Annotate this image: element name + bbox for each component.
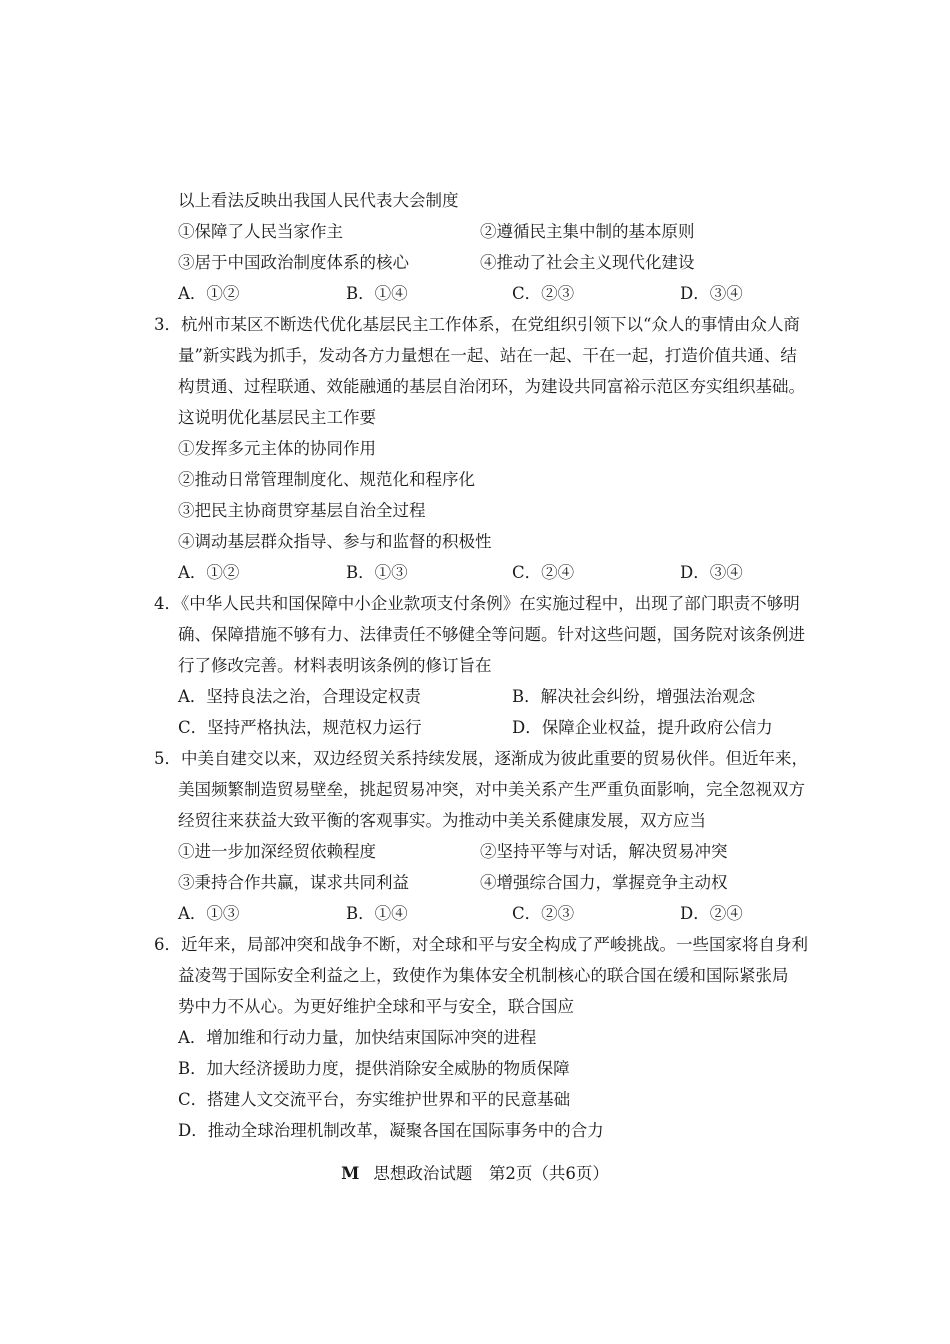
page-footer <box>0 1163 950 1185</box>
footer-mark: M <box>341 1164 360 1183</box>
footer-page-info: 思想政治试题 第2页（共6页） <box>373 1164 609 1183</box>
q2-item-2: ②遵循民主集中制的基本原则 <box>480 222 695 241</box>
q4-option-d: D．保障企业权益，提升政府公信力 <box>512 718 773 737</box>
q6-stem-line-3: 势中力不从心。为更好维护全球和平与安全，联合国应 <box>178 997 574 1016</box>
q2-item-3: ③居于中国政治制度体系的核心 <box>178 253 409 272</box>
q3-stem-line-1: 3．杭州市某区不断迭代优化基层民主工作体系，在党组织引领下以“众人的事情由众人商 <box>154 315 800 334</box>
q5-item-1: ①进一步加深经贸依赖程度 <box>178 842 376 861</box>
q5-option-b: B．①④ <box>346 904 408 923</box>
q3-item-3: ③把民主协商贯穿基层自治全过程 <box>178 501 426 520</box>
q5-stem-line-3: 经贸往来获益大致平衡的客观事实。为推动中美关系健康发展，双方应当 <box>178 811 706 830</box>
q3-item-4: ④调动基层群众指导、参与和监督的积极性 <box>178 532 492 551</box>
q6-option-d: D．推动全球治理机制改革，凝聚各国在国际事务中的合力 <box>178 1121 604 1140</box>
q3-option-c: C．②④ <box>512 563 575 582</box>
q5-option-c: C．②③ <box>512 904 575 923</box>
q3-item-1: ①发挥多元主体的协同作用 <box>178 439 376 458</box>
q6-option-b: B．加大经济援助力度，提供消除安全威胁的物质保障 <box>178 1059 570 1078</box>
q5-item-3: ③秉持合作共赢，谋求共同利益 <box>178 873 409 892</box>
q6-option-a: A．增加维和行动力量，加快结束国际冲突的进程 <box>178 1028 537 1047</box>
q2-option-b: B．①④ <box>346 284 408 303</box>
q3-stem-line-2: 量”新实践为抓手，发动各方力量想在一起、站在一起、干在一起，打造价值共通、结 <box>178 346 797 365</box>
q3-option-d: D．③④ <box>680 563 743 582</box>
q3-option-b: B．①③ <box>346 563 408 582</box>
q4-stem-line-2: 确、保障措施不够有力、法律责任不够健全等问题。针对这些问题，国务院对该条例进 <box>178 625 805 644</box>
q5-stem-line-2: 美国频繁制造贸易壁垒，挑起贸易冲突，对中美关系产生严重负面影响，完全忽视双方 <box>178 780 805 799</box>
q5-stem-line-1: 5．中美自建交以来，双边经贸关系持续发展，逐渐成为彼此重要的贸易伙伴。但近年来， <box>154 749 808 768</box>
q2-item-4: ④推动了社会主义现代化建设 <box>480 253 695 272</box>
q4-stem-line-1: 4．《中华人民共和国保障中小企业款项支付条例》在实施过程中，出现了部门职责不够明 <box>154 594 800 613</box>
q5-option-a: A．①③ <box>178 904 240 923</box>
q2-option-d: D．③④ <box>680 284 743 303</box>
q4-option-b: B．解决社会纠纷，增强法治观念 <box>512 687 756 706</box>
q2-option-a: A．①② <box>178 284 240 303</box>
q2-item-1: ①保障了人民当家作主 <box>178 222 343 241</box>
q2-option-c: C．②③ <box>512 284 575 303</box>
q4-option-c: C．坚持严格执法，规范权力运行 <box>178 718 422 737</box>
q5-item-4: ④增强综合国力，掌握竞争主动权 <box>480 873 728 892</box>
q4-stem-line-3: 行了修改完善。材料表明该条例的修订旨在 <box>178 656 492 675</box>
q3-stem-line-4: 这说明优化基层民主工作要 <box>178 408 376 427</box>
q3-item-2: ②推动日常管理制度化、规范化和程序化 <box>178 470 475 489</box>
q2-stem: 以上看法反映出我国人民代表大会制度 <box>178 191 459 210</box>
q4-option-a: A．坚持良法之治，合理设定权责 <box>178 687 421 706</box>
q6-stem-line-1: 6．近年来，局部冲突和战争不断，对全球和平与安全构成了严峻挑战。一些国家将自身利 <box>154 935 808 954</box>
q3-stem-line-3: 构贯通、过程联通、效能融通的基层自治闭环，为建设共同富裕示范区夯实组织基础。 <box>178 377 805 396</box>
q6-option-c: C．搭建人文交流平台，夯实维护世界和平的民意基础 <box>178 1090 571 1109</box>
q5-option-d: D．②④ <box>680 904 743 923</box>
q6-stem-line-2: 益凌驾于国际安全利益之上，致使作为集体安全机制核心的联合国在缓和国际紧张局 <box>178 966 789 985</box>
q5-item-2: ②坚持平等与对话，解决贸易冲突 <box>480 842 728 861</box>
q3-option-a: A．①② <box>178 563 240 582</box>
